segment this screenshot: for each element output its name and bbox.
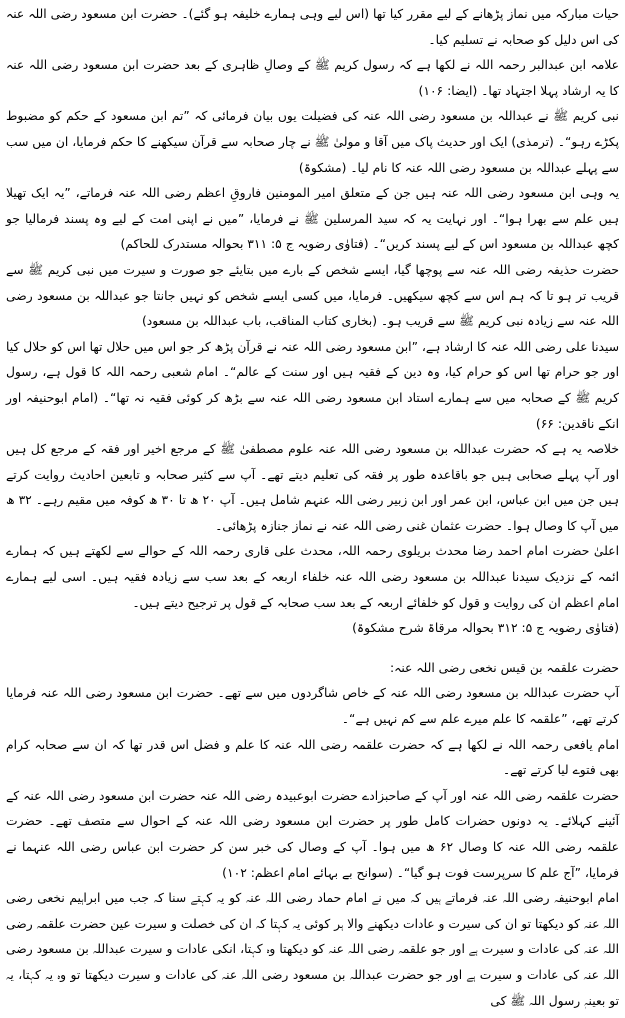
paragraph: علامہ ابن عبدالبر رحمہ اللہ نے لکھا ہے کہ رسول کریم ﷺ کے وصالِ ظاہری کے بعد حضرت ابن مسعود رضی اللہ عنہ کا یہ ارشاد پہلا اجتہاد تھا۔ (ایضا: ۱۰۶) (6, 58, 619, 98)
paragraph: سیدنا علی رضی اللہ عنہ کا ارشاد ہے، ”ابن مسعود رضی اللہ عنہ نے قرآن پڑھ کر جو اس میں حلال تھا اس کو حلال کیا اور جو حرام تھا اس کو حرام کیا، وہ دین کے فقیہ ہیں اور سنت کے عالم“۔ امام شعبی رحمہ اللہ کا قول ہے، رسول کریم ﷺ کے صحابہ میں سے ہمارے استاد ابن مسعود رضی اللہ عنہ سے بڑھ کر کوئی فقیہ نہ تھا“۔ (امام ابوحنیفہ اور انکے ناقدین: ۶۶) (6, 339, 619, 431)
paragraph: یہ وہی ابن مسعود رضی اللہ عنہ ہیں جن کے متعلق امیر المومنین فاروقِ اعظم رضی اللہ عنہ فرماتے، ”یہ ایک تھیلا ہیں علم سے بھرا ہوا“۔ اور نہایت یہ کہ سید المرسلین ﷺ نے فرمایا، ”میں نے اپنی امت کے لیے وہ پسند فرمالیا جو کچھ عبداللہ بن مسعود اس کے لیے پسند کریں“۔ (فتاوٰی رضویہ ج ۵: ۳۱۱ بحوالہ مستدرک للحاکم) (6, 186, 619, 252)
paragraph: حیات مبارکہ میں نماز پڑھانے کے لیے مقرر کیا تھا (اس لیے وہی ہمارے خلیفہ ہو گئے)۔ حضرت ابن مسعود رضی اللہ عنہ کی اس دلیل کو صحابہ نے تسلیم کیا۔ (6, 7, 619, 47)
paragraph: خلاصہ یہ ہے کہ حضرت عبداللہ بن مسعود رضی اللہ عنہ علوم مصطفیٰ ﷺ کے مرجع اخیر اور فقہ کے مرجع کل ہیں اور آپ پہلے صحابی ہیں جو باقاعدہ طور پر فقہ کی تعلیم دیتے تھے۔ آپ سے کثیر صحابہ و تابعین احادیث روایت کرتے ہیں جن میں ابن عباس، ابن عمر اور ابن زبیر رضی اللہ عنہم شامل ہیں۔ آپ ۲۰ ھ تا ۳۰ ھ کوفہ میں مقیم رہے۔ ۳۲ ھ میں آپ کا وصال ہوا۔ حضرت عثمان غنی رضی اللہ عنہ نے نماز جنازہ پڑھائی۔ (6, 442, 619, 533)
paragraph: امام یافعی رحمہ اللہ نے لکھا ہے کہ حضرت علقمہ رضی اللہ عنہ کا علم و فضل اس قدر تھا کہ ان سے صحابہ کرام بھی فتوے لیا کرتے تھے۔ (6, 737, 619, 778)
paragraph: حضرت حذیفہ رضی اللہ عنہ سے پوچھا گیا، ایسے شخص کے بارے میں بتایئے جو صورت و سیرت میں نبی کریم ﷺ سے قریب تر ہو تا کہ ہم اس سے کچھ سیکھیں۔ فرمایا، میں کسی ایسے شخص کو نہیں جانتا جو عبداللہ بن مسعود رضی اللہ عنہ سے زیادہ نبی کریم ﷺ سے قریب ہو۔ (بخاری کتاب المناقب، باب عبداللہ بن مسعود) (6, 262, 619, 329)
paragraph: اعلیٰ حضرت امام احمد رضا محدث بریلوی رحمہ اللہ، محدث علی قاری رحمہ اللہ کے حوالے سے لکھتے ہیں کہ ہمارے ائمہ کے نزدیک سیدنا عبداللہ بن مسعود رضی اللہ عنہ خلفاء اربعہ کے بعد سب سے زیادہ فقیہ ہیں۔ اسی لیے ہمارے امام اعظم ان کی روایت و قول کو خلفائے اربعہ کے بعد سب صحابہ کے قول پر ترجیح دیتے ہیں۔ (6, 544, 619, 610)
paragraph: آپ حضرت عبداللہ بن مسعود رضی اللہ عنہ کے خاص شاگردوں میں سے تھے۔ حضرت ابن مسعود رضی اللہ عنہ فرمایا کرتے تھے، ”علقمہ کا علم میرے علم سے کم نہیں ہے“۔ (6, 686, 619, 727)
citation: (فتاوٰی رضویہ ج ۵: ۳۱۲ بحوالہ مرقاۃ شرح مشکوۃ) (352, 621, 619, 636)
paragraph: نبی کریم ﷺ نے عبداللہ بن مسعود رضی اللہ عنہ کی فضیلت یوں بیان فرمائی کہ ”تم ابن مسعود کے حکم کو مضبوط پکڑے رہو“۔ (ترمذی) ایک اور حدیث پاک میں آقا و مولیٰ ﷺ نے چار صحابہ سے قرآن سیکھنے کا حکم فرمایا، ان میں سب سے پہلے عبداللہ بن مسعود رضی اللہ عنہ کا نام لیا۔ (مشکوۃ) (6, 109, 619, 175)
section-heading: حضرت علقمہ بن قیس نخعی رضی اللہ عنہ: (390, 660, 619, 675)
spacer (6, 642, 619, 650)
paragraph: امام ابوحنیفہ رضی اللہ عنہ فرماتے ہیں کہ میں نے امام حماد رضی اللہ عنہ کو یہ کہتے سنا کہ جب میں ابراہیم نخعی رضی اللہ عنہ کو دیکھتا تو ان کی سیرت و عادات دیکھنے والا ہر کوئی یہ کہتا کہ ان کی خصلت و سیرت عین حضرت علقمہ رضی اللہ عنہ کی عادات و سیرت ہے اور جو علقمہ رضی اللہ عنہ کو دیکھتا وہ کہتا، انکی عادات و سیرت عبداللہ بن مسعود رضی اللہ عنہ کی عادات و سیرت ہے اور جو حضرت عبداللہ بن مسعود رضی اللہ عنہ کی عادات و سیرت دیکھتا تو وہ یہ کہتا، یہ تو بعینہٖ رسول اللہ ﷺ کی (6, 891, 619, 1008)
paragraph: حضرت علقمہ رضی اللہ عنہ اور آپ کے صاحبزادے حضرت ابوعبیدہ رضی اللہ عنہ حضرت ابن مسعود رضی اللہ عنہ کے آئینے کہلائے۔ یہ دونوں حضرات کامل طور پر حضرت ابن مسعود رضی اللہ عنہ کے احوال سے متصف تھے۔ حضرت علقمہ رضی اللہ عنہ کا وصال ۶۲ ھ میں ہوا۔ آپ کے وصال کی خبر سن کر حضرت ابن عباس رضی اللہ عنہما نے فرمایا، ”آج علم کا سرپرست فوت ہو گیا“۔ (سوانح بے بہائے امام اعظم: ۱۰۲) (6, 788, 619, 880)
